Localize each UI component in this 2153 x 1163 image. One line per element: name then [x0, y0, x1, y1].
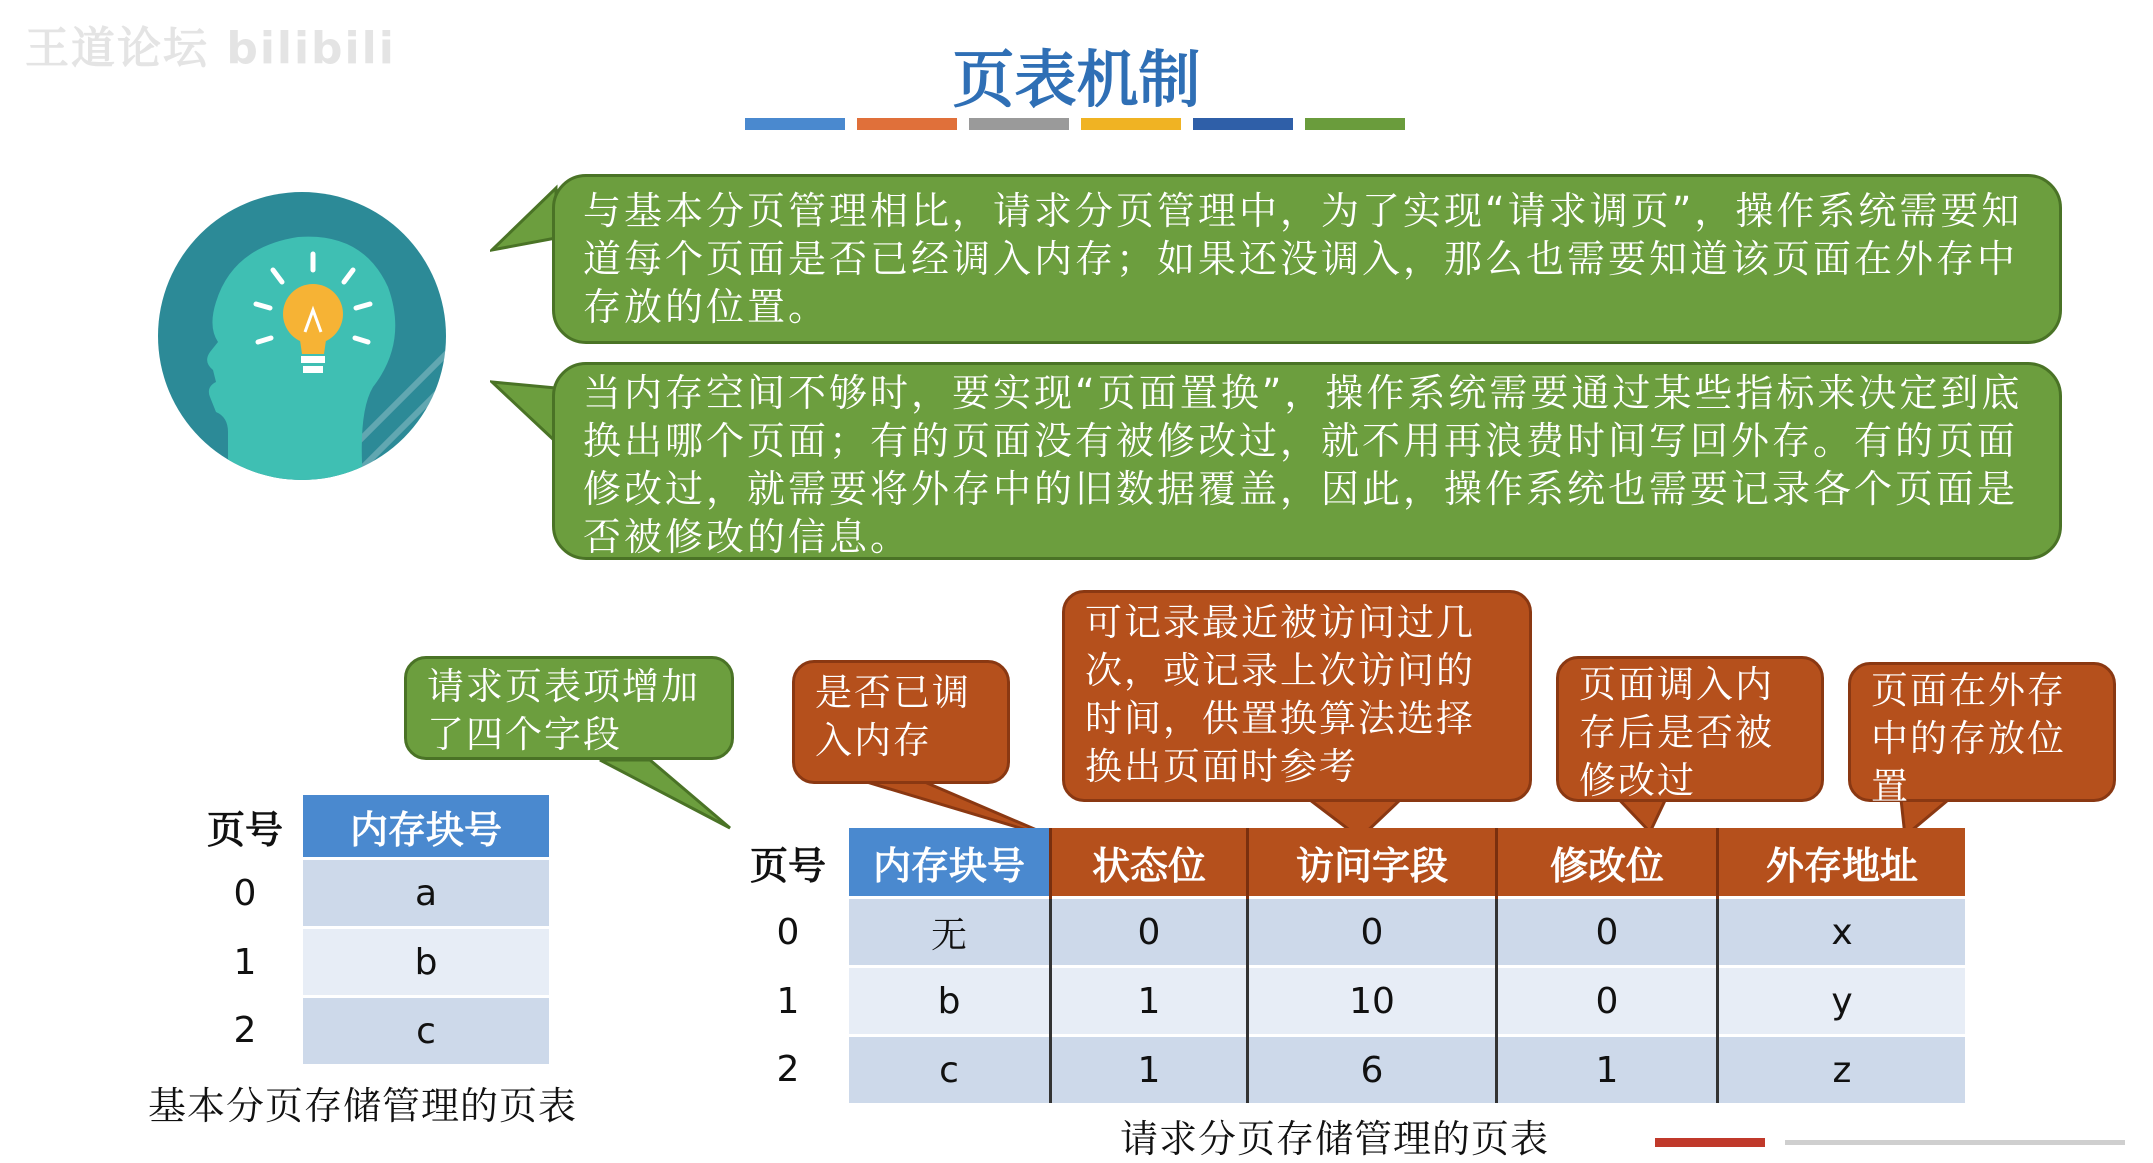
table-cell: b — [848, 967, 1051, 1036]
table-cell: 1 — [1051, 967, 1248, 1036]
table-row — [730, 898, 1965, 967]
request-table-caption: 请求分页存储管理的页表 — [1120, 1117, 1550, 1161]
slide-title: 页表机制 — [952, 43, 1201, 116]
column-header: 页号 — [749, 844, 826, 889]
table-cell: 0 — [1497, 967, 1718, 1036]
table-cell: y — [1718, 967, 1966, 1036]
column-header: 修改位 — [1497, 828, 1718, 898]
watermark: 王道论坛 bilibili — [25, 23, 396, 74]
table-cell: c — [848, 1036, 1051, 1104]
table-cell: 6 — [1248, 1036, 1497, 1104]
callout-text: 页面调入内存后是否被修改过 — [1579, 663, 1774, 802]
column-header: 内存块号 — [302, 795, 550, 859]
table-cell: 1 — [1497, 1036, 1718, 1104]
table-row — [190, 859, 549, 928]
bubble-text: 与基本分页管理相比，请求分页管理中，为了实现“请求调页”，操作系统需要知道每个页面是否已经调入内存；如果还没调入，那么也需要知道该页面在外存中存放的位置。 — [583, 189, 2023, 329]
callout-added-fields — [404, 656, 734, 760]
table-header-row — [190, 795, 549, 859]
callout-text: 页面在外存中的存放位置 — [1871, 669, 2066, 808]
table-cell: x — [1718, 898, 1966, 967]
table-cell: 0 — [1497, 898, 1718, 967]
table-cell: a — [302, 859, 550, 928]
basic-table-caption: 基本分页存储管理的页表 — [148, 1084, 578, 1128]
footer-watermark — [1655, 1138, 2125, 1147]
table-cell: c — [302, 997, 550, 1065]
column-header: 状态位 — [1051, 828, 1248, 898]
bubble-text: 当内存空间不够时，要实现“页面置换”，操作系统需要通过某些指标来决定到底换出哪个页面；有的页面没有被修改过，就不用再浪费时间写回外存。有的页面修改过，就需要将外存中的旧数据覆盖，因此，操作系统也需要记录各个页面是否被修改的信息。 — [583, 371, 2023, 559]
table-cell: 2 — [233, 1009, 257, 1051]
column-header: 页号 — [206, 808, 283, 853]
table-cell: 0 — [233, 872, 257, 914]
callout-modified-bit — [1556, 656, 1824, 802]
table-row — [730, 967, 1965, 1036]
callout-status-bit — [792, 660, 1010, 784]
table-cell: 10 — [1248, 967, 1497, 1036]
table-row — [190, 928, 549, 997]
request-page-table — [730, 828, 1965, 1103]
column-header: 外存地址 — [1718, 828, 1966, 898]
column-header: 内存块号 — [848, 828, 1051, 898]
table-cell: 0 — [776, 911, 800, 953]
callout-external-address — [1848, 662, 2116, 808]
table-cell: b — [302, 928, 550, 997]
column-header: 访问字段 — [1248, 828, 1497, 898]
basic-page-table — [190, 795, 549, 1064]
callout-text: 可记录最近被访问过几次，或记录上次访问的时间，供置换算法选择换出页面时参考 — [1085, 601, 1475, 788]
table-row — [190, 997, 549, 1065]
table-cell: z — [1718, 1036, 1966, 1104]
callout-text: 是否已调入内存 — [815, 671, 971, 762]
table-cell: 1 — [1051, 1036, 1248, 1104]
table-cell: 2 — [776, 1048, 800, 1090]
callout-access-field — [1062, 590, 1532, 802]
table-cell: 1 — [233, 941, 257, 983]
table-cell: 0 — [1248, 898, 1497, 967]
table-cell: 1 — [776, 980, 800, 1022]
table-row — [730, 1036, 1965, 1104]
table-header-row — [730, 828, 1965, 898]
table-cell: 无 — [848, 898, 1051, 967]
callout-text: 请求页表项增加了四个字段 — [427, 665, 700, 756]
table-cell: 0 — [1051, 898, 1248, 967]
